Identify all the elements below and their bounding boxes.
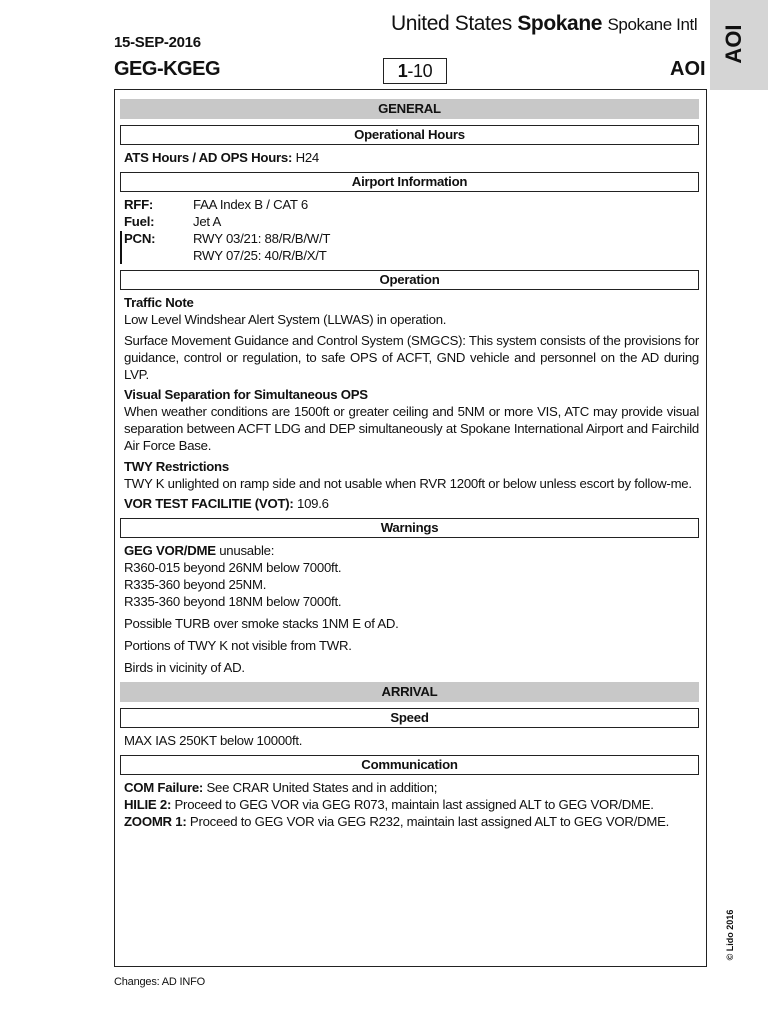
pcn-row bbox=[120, 230, 699, 264]
section-general: GENERAL bbox=[120, 99, 699, 119]
heading-operational-hours: Operational Hours bbox=[120, 125, 699, 145]
changes-note: Changes: AD INFO bbox=[114, 976, 205, 988]
airport-code: GEG-KGEG bbox=[114, 58, 221, 80]
vor-dme-suffix: unusable: bbox=[219, 543, 275, 558]
section-arrival: ARRIVAL bbox=[120, 682, 699, 702]
vor-restriction-2: R335-360 beyond 25NM. bbox=[124, 577, 267, 592]
content bbox=[120, 99, 699, 830]
airport-name: Spokane Intl bbox=[607, 15, 698, 34]
side-tab-label: AOI bbox=[721, 24, 746, 64]
twy-restrictions-heading: TWY Restrictions bbox=[124, 459, 229, 474]
page-number-rest: -10 bbox=[407, 61, 433, 81]
country-name: United States bbox=[391, 12, 512, 35]
copyright-notice: © Lido 2016 bbox=[725, 909, 735, 961]
heading-communication: Communication bbox=[120, 755, 699, 775]
ats-hours-label: ATS Hours / AD OPS Hours: bbox=[124, 150, 293, 165]
twy-k-warning: Portions of TWY K not visible from TWR. bbox=[124, 638, 352, 653]
zoomr-line bbox=[120, 813, 699, 830]
page-number bbox=[383, 58, 447, 84]
traffic-note-heading: Traffic Note bbox=[124, 295, 194, 310]
heading-speed: Speed bbox=[120, 708, 699, 728]
turb-warning: Possible TURB over smoke stacks 1NM E of AD. bbox=[124, 616, 399, 631]
com-failure-text: See CRAR United States and in addition; bbox=[206, 780, 438, 795]
vot-value: 109.6 bbox=[297, 496, 329, 511]
rff-value: FAA Index B / CAT 6 bbox=[193, 197, 308, 212]
fuel-label: Fuel: bbox=[124, 214, 155, 229]
pcn-values bbox=[193, 230, 699, 264]
com-failure-label: COM Failure: bbox=[124, 780, 204, 795]
visual-separation-heading: Visual Separation for Simultaneous OPS bbox=[124, 387, 368, 402]
smgcs-text: Surface Movement Guidance and Control System (SMGCS): This system consists of the provisions for guidance, control or regulation, to safe OPS of ACFT, GND vehicle and personnel on the AD during LVP. bbox=[124, 333, 699, 382]
pcn-value-2: RWY 07/25: 40/R/B/X/T bbox=[193, 248, 327, 263]
rff-row bbox=[120, 196, 699, 213]
birds-warning: Birds in vicinity of AD. bbox=[124, 660, 245, 675]
side-tab bbox=[710, 0, 768, 90]
speed-text: MAX IAS 250KT below 10000ft. bbox=[124, 733, 303, 748]
heading-operation: Operation bbox=[120, 270, 699, 290]
section-code: AOI bbox=[670, 58, 706, 80]
heading-airport-information: Airport Information bbox=[120, 172, 699, 192]
city-name: Spokane bbox=[517, 12, 603, 35]
zoomr-text: Proceed to GEG VOR via GEG R232, maintain last assigned ALT to GEG VOR/DME. bbox=[189, 814, 670, 829]
pcn-label: PCN: bbox=[124, 231, 156, 246]
visual-separation-text: When weather conditions are 1500ft or greater ceiling and 5NM or more VIS, ATC may provide visual separation between ACFT LDG and DEP simultaneously at Spokane International Airport and Fairchild Air Force Base. bbox=[124, 404, 699, 453]
chart-date: 15-SEP-2016 bbox=[114, 34, 201, 51]
rff-label: RFF: bbox=[124, 197, 154, 212]
vot-line bbox=[120, 495, 699, 512]
page-number-main: 1 bbox=[397, 61, 408, 81]
zoomr-label: ZOOMR 1: bbox=[124, 814, 187, 829]
ats-hours-value: H24 bbox=[295, 150, 320, 165]
hilie-text: Proceed to GEG VOR via GEG R073, maintain last assigned ALT to GEG VOR/DME. bbox=[174, 797, 654, 812]
hilie-label: HILIE 2: bbox=[124, 797, 172, 812]
vor-dme-label: GEG VOR/DME bbox=[124, 543, 216, 558]
com-failure-line bbox=[120, 779, 699, 796]
heading-warnings: Warnings bbox=[120, 518, 699, 538]
location-title bbox=[391, 12, 697, 36]
pcn-value-1: RWY 03/21: 88/R/B/W/T bbox=[193, 231, 331, 246]
fuel-value: Jet A bbox=[193, 214, 222, 229]
twy-restrictions-text: TWY K unlighted on ramp side and not usable when RVR 1200ft or below unless escort by follow-me. bbox=[124, 476, 692, 491]
traffic-note-text: Low Level Windshear Alert System (LLWAS) in operation. bbox=[124, 312, 447, 327]
vor-dme-line bbox=[120, 542, 699, 559]
vor-restriction-1: R360-015 beyond 26NM below 7000ft. bbox=[124, 560, 342, 575]
hilie-line bbox=[120, 796, 699, 813]
change-bar bbox=[120, 231, 122, 264]
vor-restriction-3: R335-360 beyond 18NM below 7000ft. bbox=[124, 594, 342, 609]
ats-hours bbox=[120, 149, 699, 166]
fuel-row bbox=[120, 213, 699, 230]
vot-label: VOR TEST FACILITIE (VOT): bbox=[124, 496, 294, 511]
